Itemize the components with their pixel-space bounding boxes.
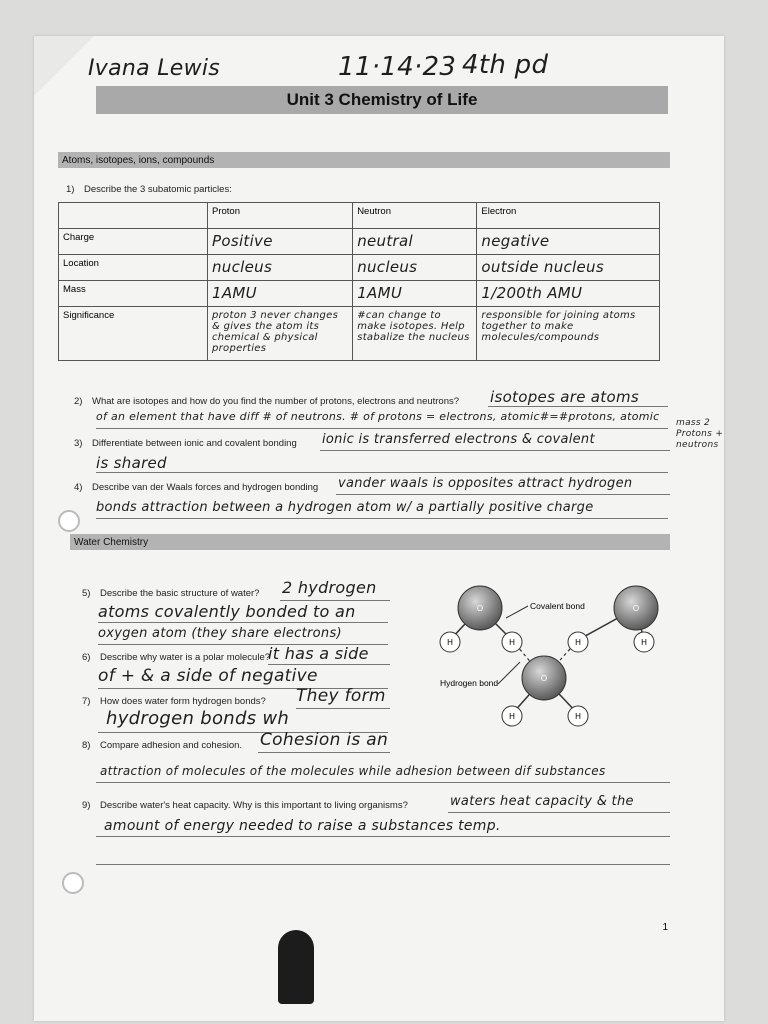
subatomic-table [58,202,660,361]
question-number: 3) [74,438,83,449]
table-row [59,255,660,281]
answer-6-line-1[interactable]: it has a side [268,644,369,663]
question-number: 8) [82,740,91,751]
question-text: How does water form hydrogen bonds? [100,696,266,707]
table-cell[interactable]: negative [477,229,660,255]
question-text: Describe van der Waals forces and hydrogen bonding [92,482,319,493]
answer-line [96,782,670,783]
answer-line [258,752,390,753]
answer-7-line-2[interactable]: hydrogen bonds wh [106,708,290,729]
table-cell[interactable]: neutral [353,229,477,255]
table-row [59,307,660,361]
answer-9-line-2[interactable]: amount of energy needed to raise a substances temp. [104,818,501,834]
answer-line [96,518,668,519]
answer-4-line-1[interactable]: vander waals is opposites attract hydrogen [338,476,633,491]
table-cell[interactable]: outside nucleus [477,255,660,281]
answer-5-line-1[interactable]: 2 hydrogen [282,578,377,597]
question-1 [66,184,232,195]
hydrogen-symbol: H [447,638,453,647]
question-9 [82,800,408,811]
table-cell[interactable]: nucleus [353,255,477,281]
answer-5-line-3[interactable]: oxygen atom (they share electrons) [98,626,342,641]
answer-line [96,428,668,429]
table-cell[interactable]: #can change to make isotopes. Help stabalize the nucleus [353,307,477,361]
table-row [59,229,660,255]
question-number: 4) [74,482,83,493]
date: 11·14·23 [338,52,457,82]
table-cell[interactable]: 1AMU [353,281,477,307]
answer-line [268,664,390,665]
question-text: What are isotopes and how do you find the number of protons, electrons and neutrons? [92,396,460,407]
column-header: Electron [477,203,660,229]
answer-9-line-1[interactable]: waters heat capacity & the [450,794,634,809]
answer-7-line-1[interactable]: They form [296,686,386,706]
margin-note: mass 2 Protons + neutrons [676,418,724,450]
hydrogen-symbol: H [509,712,515,721]
column-header: Proton [208,203,353,229]
answer-6-line-2[interactable]: of + & a side of negative [98,666,318,686]
table-corner [59,203,208,229]
question-text: Describe the 3 subatomic particles: [84,184,232,195]
question-4 [74,482,318,493]
question-6 [82,652,270,663]
table-cell[interactable]: Positive [208,229,353,255]
class-period: 4th pd [462,50,549,80]
question-number: 9) [82,800,91,811]
row-label: Location [59,255,208,281]
student-name: Ivana Lewis [88,56,221,81]
punch-hole [58,510,80,532]
question-text: Describe water's heat capacity. Why is this important to living organisms? [100,800,408,811]
answer-line [336,494,670,495]
question-number: 7) [82,696,91,707]
table-cell[interactable]: proton 3 never changes & gives the atom its chemical & physical properties [208,307,353,361]
question-2 [74,396,459,407]
question-number: 5) [82,588,91,599]
answer-line [96,472,668,473]
question-text: Describe the basic structure of water? [100,588,260,599]
oxygen-symbol: O [632,604,640,613]
question-5 [82,588,259,599]
answer-3-line-2[interactable]: is shared [96,454,167,472]
answer-3-line-1[interactable]: ionic is transferred electrons & covalent [322,432,595,447]
question-3 [74,438,297,449]
oxygen-symbol: O [476,604,484,613]
row-label: Significance [59,307,208,361]
table-cell[interactable]: responsible for joining atoms together to make molecules/compounds [477,307,660,361]
question-text: Differentiate between ionic and covalent bonding [92,438,297,449]
hydrogen-symbol: H [575,712,581,721]
question-number: 2) [74,396,83,407]
answer-5-line-2[interactable]: atoms covalently bonded to an [98,602,356,621]
question-text: Describe why water is a polar molecule? [100,652,271,663]
question-7 [82,696,266,707]
oxygen-symbol: O [540,674,548,683]
covalent-bond-label: Covalent bond [530,601,585,611]
answer-8-line-2[interactable]: attraction of molecules of the molecules while adhesion between dif substances [100,764,606,778]
question-number: 6) [82,652,91,663]
page-title: Unit 3 Chemistry of Life [96,86,668,114]
hydrogen-symbol: H [575,638,581,647]
water-hydrogen-bond-diagram [412,576,672,736]
hydrogen-symbol: H [641,638,647,647]
answer-line [96,864,670,865]
answer-line [320,450,670,451]
answer-4-line-2[interactable]: bonds attraction between a hydrogen atom w/ a partially positive charge [96,500,594,515]
column-header: Neutron [353,203,477,229]
answer-line [296,708,390,709]
label-pointer [506,606,528,618]
punch-hole [62,872,84,894]
table-cell[interactable]: nucleus [208,255,353,281]
answer-2-line-2[interactable]: of an element that have diff # of neutrons. # of protons = electrons, atomic#=#protons, atomic [96,410,660,423]
answer-2-line-1[interactable]: isotopes are atoms [490,388,639,406]
answer-line [98,622,388,623]
table-cell[interactable]: 1AMU [208,281,353,307]
question-8 [82,740,242,751]
label-pointer [498,662,520,684]
binder-clip [278,930,314,1004]
table-cell[interactable]: 1/200th AMU [477,281,660,307]
page-number: 1 [662,922,668,933]
row-label: Charge [59,229,208,255]
question-number: 1) [66,184,75,195]
section-header-atoms: Atoms, isotopes, ions, compounds [58,152,670,168]
answer-8-line-1[interactable]: Cohesion is an [260,730,389,750]
table-header-row [59,203,660,229]
row-label: Mass [59,281,208,307]
table-row [59,281,660,307]
answer-line [488,406,668,407]
question-text: Compare adhesion and cohesion. [100,740,243,751]
answer-line [448,812,670,813]
hydrogen-bond-label: Hydrogen bond [440,678,499,688]
hydrogen-symbol: H [509,638,515,647]
answer-line [280,600,390,601]
answer-line [96,836,670,837]
section-header-water: Water Chemistry [70,534,670,550]
folded-corner [34,36,94,96]
